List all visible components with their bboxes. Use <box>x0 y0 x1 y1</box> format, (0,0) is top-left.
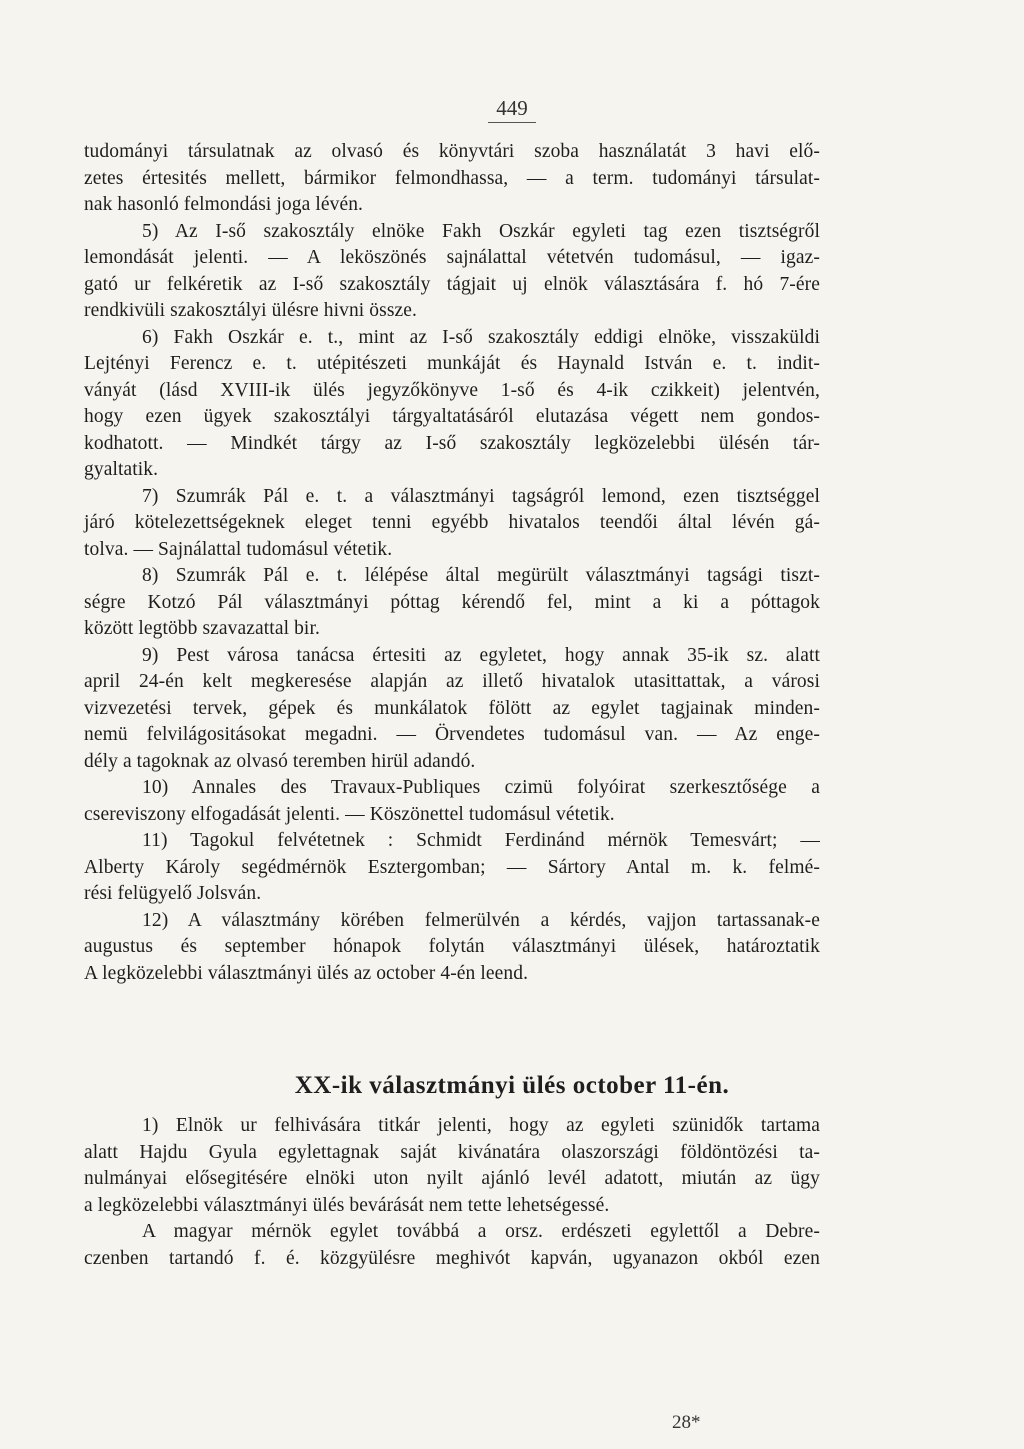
text-line: között legtöbb szavazattal bir. <box>84 618 320 639</box>
text-line: ségre Kotzó Pál választmányi póttag kérendő fel, mint a ki a póttagok <box>84 591 820 613</box>
text-line: nak hasonló felmondási joga lévén. <box>84 194 364 215</box>
text-line: rési felügyelő Jolsván. <box>84 883 262 904</box>
text-line: 1) Elnök ur felhivására titkár jelenti, hogy az egyleti szünidők tartama <box>142 1115 820 1136</box>
text-line: lemondását jelenti. — A leköszönés sajnálattal vétetvén tudomásul, — igaz- <box>84 247 820 268</box>
text-line: czenben tartandó f. é. közgyülésre meghivót kapván, ugyanazon okból ezen <box>84 1247 820 1269</box>
text-line: kodhatott. — Mindkét tárgy az I-ső szakosztály legközelebbi ülésén tár- <box>84 432 820 454</box>
text-line: csereviszony elfogadását jelenti. — Köszönettel tudomásul vétetik. <box>84 803 615 825</box>
section-heading: XX-ik választmányi ülés october 11-én. <box>294 1072 730 1099</box>
body-text-upper <box>84 139 820 987</box>
text-line: 5) Az I-ső szakosztály elnöke Fakh Oszkár egyleti tag ezen tisztségről <box>142 220 820 242</box>
text-line: tudományi társulatnak az olvasó és könyvtári szoba használatát 3 havi elő- <box>84 141 820 162</box>
page-number: 449 <box>0 96 1024 121</box>
text-line: A magyar mérnök egylet továbbá a orsz. erdészeti egylettől a Debre- <box>142 1221 820 1242</box>
text-line: 8) Szumrák Pál e. t. lélépése által megürült választmányi tagsági tiszt- <box>142 565 820 586</box>
text-line: augustus és september hónapok folytán választmányi ülések, határoztatik <box>84 936 820 957</box>
text-line: alatt Hajdu Gyula egylettagnak saját kivánatára olaszországi földöntözési ta- <box>84 1141 820 1163</box>
text-line: Lejtényi Ferencz e. t. utépitészeti munkáját és Haynald István e. t. indit- <box>84 353 820 374</box>
text-line: tolva. — Sajnálattal tudomásul vétetik. <box>84 538 393 560</box>
body-text-lower <box>84 1113 820 1272</box>
text-line: A legközelebbi választmányi ülés az october 4-én leend. <box>84 962 529 984</box>
text-line: nemü felvilágositásokat megadni. — Örvendetes tudomásul van. — Az enge- <box>84 724 820 745</box>
text-line: dély a tagoknak az olvasó teremben hirül adandó. <box>84 750 476 772</box>
text-line: 6) Fakh Oszkár e. t., mint az I-ső szakosztály eddigi elnöke, visszaküldi <box>142 326 820 348</box>
text-line: zetes értesités mellett, bármikor felmondhassa, — a term. tudományi társulat- <box>84 167 820 189</box>
text-line: april 24-én kelt megkeresése alapján az illető hivatalok utasittattak, a városi <box>84 671 820 692</box>
text-line: vizvezetési tervek, gépek és munkálatok fölött az egylet tagjainak minden- <box>84 697 820 719</box>
text-line: a legközelebbi választmányi ülés bevárását nem tette lehetségessé. <box>84 1194 610 1216</box>
text-line: 9) Pest városa tanácsa értesiti az egyletet, hogy annak 35-ik sz. alatt <box>142 644 820 666</box>
text-line: rendkivüli szakosztályi ülésre hivni össze. <box>84 300 418 321</box>
text-line: járó kötelezettségeknek eleget tenni egyébb hivatalos teendői által lévén gá- <box>84 512 820 533</box>
text-line: 11) Tagokul felvétetnek : Schmidt Ferdinánd mérnök Temesvárt; — <box>142 830 820 851</box>
text-line: gató ur felkéretik az I-ső szakosztály tágjait uj elnök választására f. hó 7-ére <box>84 273 820 295</box>
text-line: Alberty Károly segédmérnök Esztergomban; — Sártory Antal m. k. felmé- <box>84 856 820 878</box>
text-line: hogy ezen ügyek szakosztályi tárgyaltatásáról elutazása végett nem gondos- <box>84 406 820 427</box>
text-line: 12) A választmány körében felmerülvén a kérdés, vajjon tartassanak-e <box>142 909 820 931</box>
signature-mark: 28* <box>672 1412 701 1433</box>
text-line: gyaltatik. <box>84 459 159 480</box>
text-line: nulmányai elősegitésére elnöki uton nyilt ajánló levél adatott, miután az ügy <box>84 1168 820 1189</box>
text-line: 10) Annales des Travaux-Publiques czimü folyóirat szerkesztősége a <box>142 777 820 798</box>
text-line: ványát (lásd XVIII-ik ülés jegyzőkönyve 1-ső és 4-ik czikkeit) jelentvén, <box>84 379 820 401</box>
text-line: 7) Szumrák Pál e. t. a választmányi tagságról lemond, ezen tisztséggel <box>142 485 820 507</box>
